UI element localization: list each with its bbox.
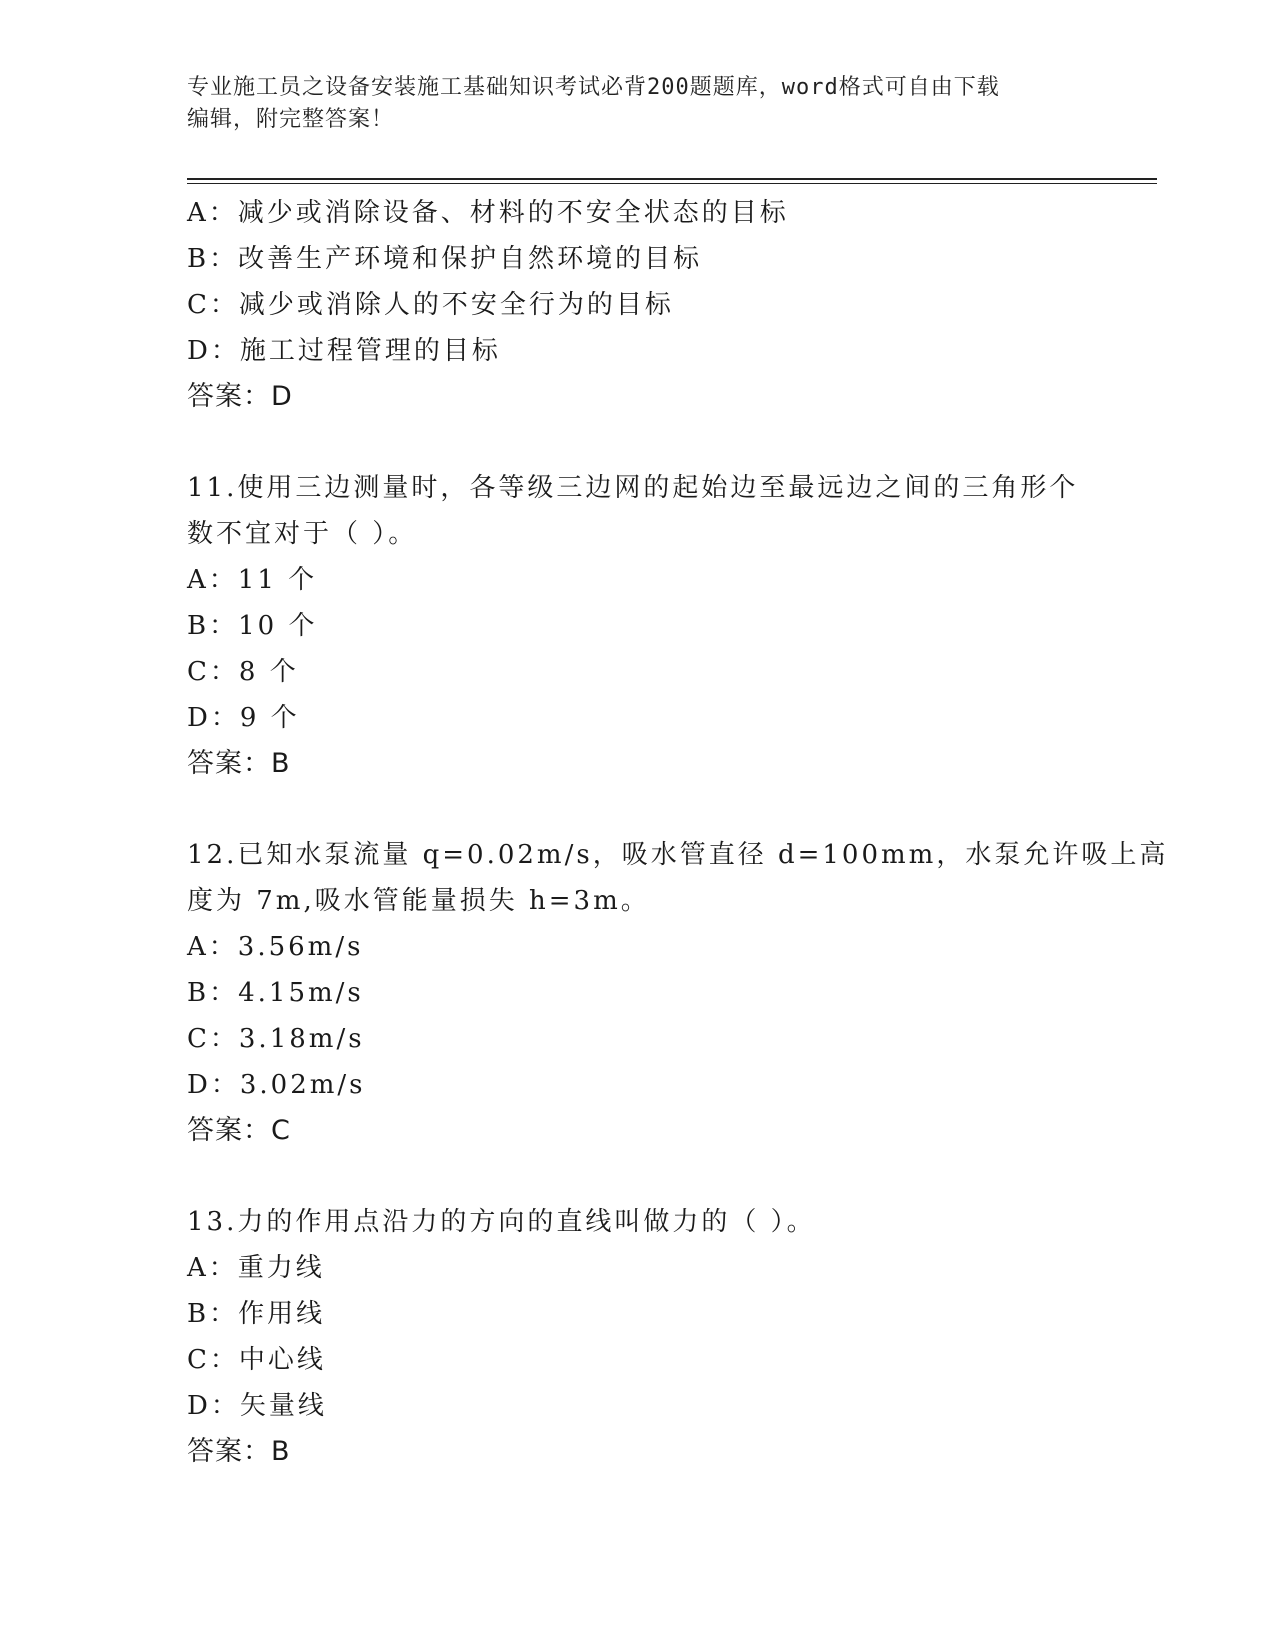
question-stem-line-2: 度为 7m,吸水管能量损失 h=3m。 — [187, 886, 650, 916]
document-header — [187, 72, 1087, 136]
header-title-line-1: 专业施工员之设备安装施工基础知识考试必背200题题库，word格式可自由下载 — [187, 75, 1000, 100]
answer-label: 答案：B — [187, 748, 291, 779]
question-list — [187, 190, 1169, 1475]
option-a: A：重力线 — [187, 1253, 325, 1283]
spacer — [187, 1154, 1087, 1199]
question-12 — [187, 832, 1169, 1154]
option-b: B：改善生产环境和保护自然环境的目标 — [187, 244, 703, 274]
header-title-line-2: 编辑，附完整答案！ — [187, 107, 395, 132]
option-c: C：减少或消除人的不安全行为的目标 — [187, 290, 674, 320]
answer-label: 答案：D — [187, 381, 293, 412]
option-c: C：8 个 — [187, 657, 299, 687]
option-d: D：3.02m/s — [187, 1070, 366, 1100]
question-stem-line-1: 11.使用三边测量时，各等级三边网的起始边至最远边之间的三角形个 — [187, 473, 1079, 503]
option-b: B：10 个 — [187, 611, 318, 641]
question-stem-line-2: 数不宜对于（ ）。 — [187, 519, 418, 549]
question-10 — [187, 190, 1087, 420]
option-b: B：4.15m/s — [187, 978, 364, 1008]
question-stem-line-1: 13.力的作用点沿力的方向的直线叫做力的（ ）。 — [187, 1207, 816, 1237]
header-divider-thin — [187, 183, 1157, 184]
option-d: D：矢量线 — [187, 1391, 327, 1421]
question-11 — [187, 465, 1087, 787]
answer-label: 答案：C — [187, 1115, 291, 1146]
option-c: C：3.18m/s — [187, 1024, 365, 1054]
option-a: A：减少或消除设备、材料的不安全状态的目标 — [187, 198, 789, 228]
spacer — [187, 420, 1087, 465]
question-stem-line-1: 12.已知水泵流量 q=0.02m/s，吸水管直径 d=100mm，水泵允许吸上高 — [187, 840, 1169, 870]
option-a: A：11 个 — [187, 565, 318, 595]
option-b: B：作用线 — [187, 1299, 326, 1329]
option-c: C：中心线 — [187, 1345, 326, 1375]
header-divider-thick — [187, 178, 1157, 180]
option-d: D：施工过程管理的目标 — [187, 336, 501, 366]
answer-label: 答案：B — [187, 1436, 291, 1467]
option-d: D：9 个 — [187, 703, 300, 733]
spacer — [187, 787, 1087, 832]
option-a: A：3.56m/s — [187, 932, 364, 962]
question-13 — [187, 1199, 1087, 1475]
document-page — [187, 0, 1169, 1650]
